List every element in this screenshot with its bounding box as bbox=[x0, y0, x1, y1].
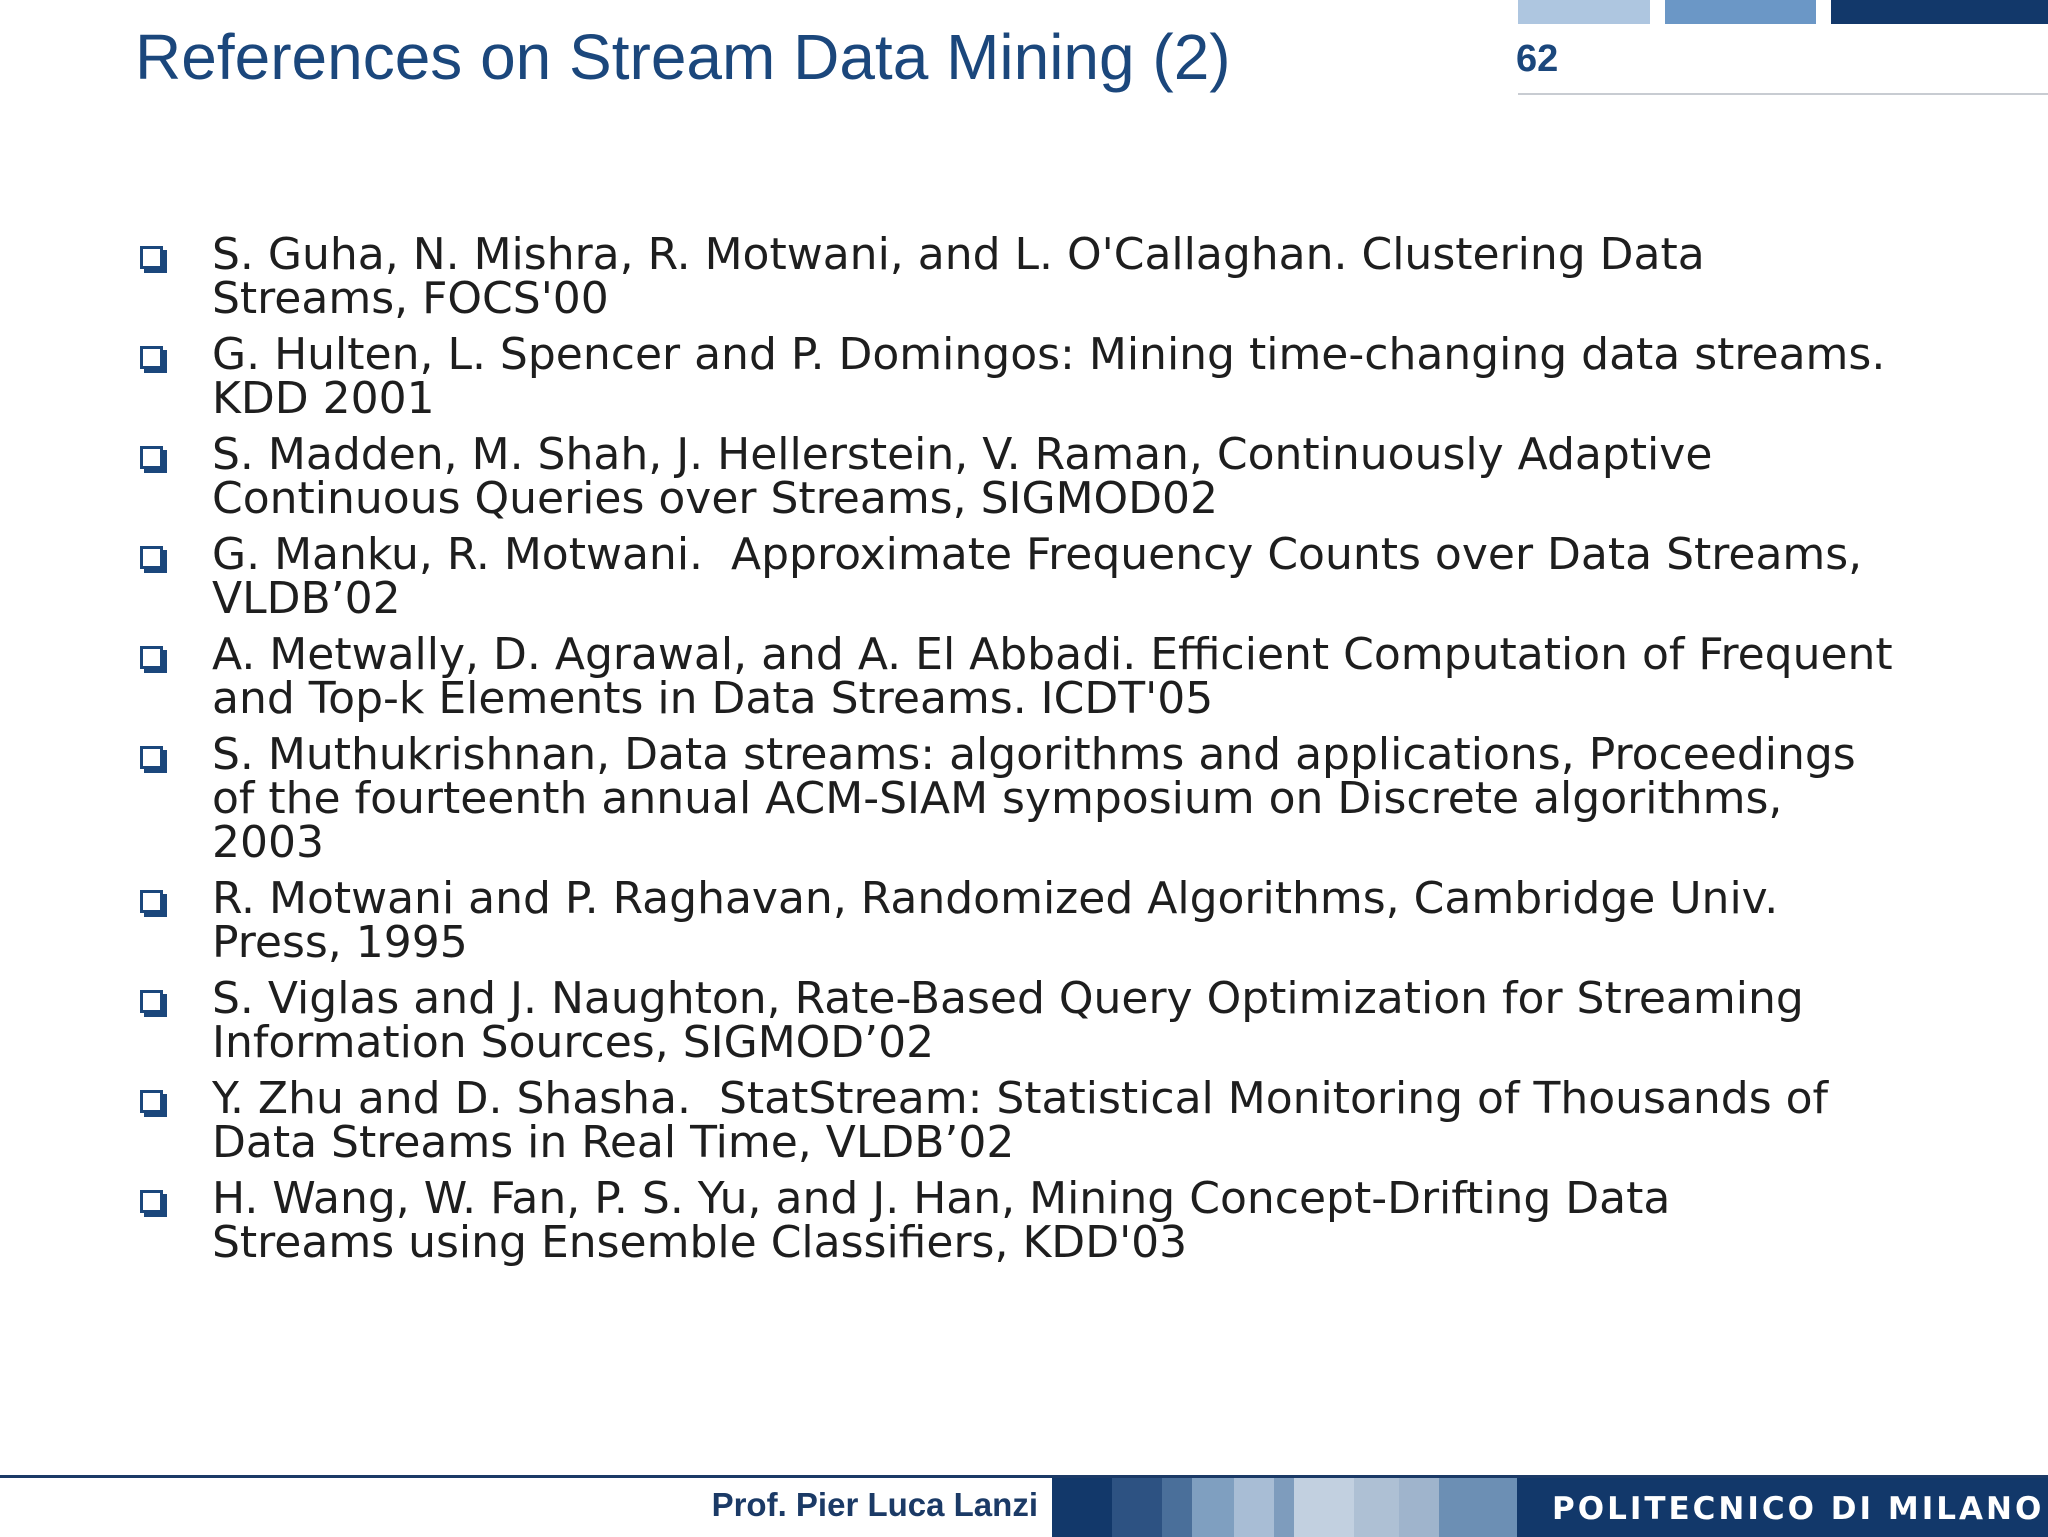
header-block-dark bbox=[1831, 0, 2048, 24]
reference-text: R. Motwani and P. Raghavan, Randomized Algorithms, Cambridge Univ. Press, 1995 bbox=[212, 873, 1779, 968]
square-bullet-icon bbox=[140, 890, 163, 913]
reference-text: A. Metwally, D. Agrawal, and A. El Abbadi. Efficient Computation of Frequent and Top-k Elements in Data Streams. ICDT'05 bbox=[212, 629, 1893, 724]
reference-item bbox=[135, 973, 2015, 1068]
reference-item bbox=[135, 329, 2015, 424]
reference-text: G. Manku, R. Motwani. Approximate Frequency Counts over Data Streams, VLDB’02 bbox=[212, 529, 1863, 624]
reference-item bbox=[135, 529, 2015, 624]
footer-band-segment bbox=[1274, 1478, 1294, 1537]
page-number: 62 bbox=[1516, 38, 1559, 80]
footer-band-segment bbox=[1162, 1478, 1192, 1537]
reference-item bbox=[135, 429, 2015, 524]
reference-text: S. Guha, N. Mishra, R. Motwani, and L. O'Callaghan. Clustering Data Streams, FOCS'00 bbox=[212, 229, 1705, 324]
header-block-medium bbox=[1665, 0, 1816, 24]
footer-band-segment bbox=[1112, 1478, 1162, 1537]
reference-text: S. Viglas and J. Naughton, Rate-Based Query Optimization for Streaming Information Sources, SIGMOD’02 bbox=[212, 973, 1804, 1068]
square-bullet-icon bbox=[140, 346, 163, 369]
reference-text: Y. Zhu and D. Shasha. StatStream: Statistical Monitoring of Thousands of Data Streams in Real Time, VLDB’02 bbox=[212, 1073, 1829, 1168]
square-bullet-icon bbox=[140, 646, 163, 669]
header-rule bbox=[1518, 93, 2048, 95]
header-decoration bbox=[1518, 0, 2048, 24]
square-bullet-icon bbox=[140, 246, 163, 269]
footer-institution: POLITECNICO DI MILANO bbox=[1552, 1491, 2045, 1527]
reference-item bbox=[135, 729, 2015, 868]
footer-band-segment bbox=[1234, 1478, 1274, 1537]
reference-item bbox=[135, 629, 2015, 724]
footer-band-segment bbox=[1399, 1478, 1439, 1537]
square-bullet-icon bbox=[140, 990, 163, 1013]
reference-item bbox=[135, 1073, 2015, 1168]
reference-text: S. Muthukrishnan, Data streams: algorithms and applications, Proceedings of the fourteenth annual ACM-SIAM symposium on Discrete algorithms, 2003 bbox=[212, 729, 1856, 868]
square-bullet-icon bbox=[140, 446, 163, 469]
footer-band-segment bbox=[1439, 1478, 1517, 1537]
footer-band-segment bbox=[1192, 1478, 1234, 1537]
reference-item bbox=[135, 1173, 2015, 1268]
reference-item bbox=[135, 229, 2015, 324]
slide-title: References on Stream Data Mining (2) bbox=[135, 21, 1231, 93]
footer-band-segment bbox=[1354, 1478, 1399, 1537]
footer-author: Prof. Pier Luca Lanzi bbox=[711, 1486, 1038, 1523]
footer-band-segment bbox=[1294, 1478, 1354, 1537]
reference-text: S. Madden, M. Shah, J. Hellerstein, V. Raman, Continuously Adaptive Continuous Queries over Streams, SIGMOD02 bbox=[212, 429, 1713, 524]
square-bullet-icon bbox=[140, 746, 163, 769]
square-bullet-icon bbox=[140, 1090, 163, 1113]
footer-band-segment bbox=[1052, 1478, 1112, 1537]
square-bullet-icon bbox=[140, 546, 163, 569]
square-bullet-icon bbox=[140, 1190, 163, 1213]
header-block-light bbox=[1518, 0, 1650, 24]
reference-text: H. Wang, W. Fan, P. S. Yu, and J. Han, Mining Concept-Drifting Data Streams using Ensemble Classifiers, KDD'03 bbox=[212, 1173, 1671, 1268]
reference-item bbox=[135, 873, 2015, 968]
reference-text: G. Hulten, L. Spencer and P. Domingos: Mining time-changing data streams. KDD 2001 bbox=[212, 329, 1886, 424]
reference-list bbox=[135, 229, 2015, 1277]
